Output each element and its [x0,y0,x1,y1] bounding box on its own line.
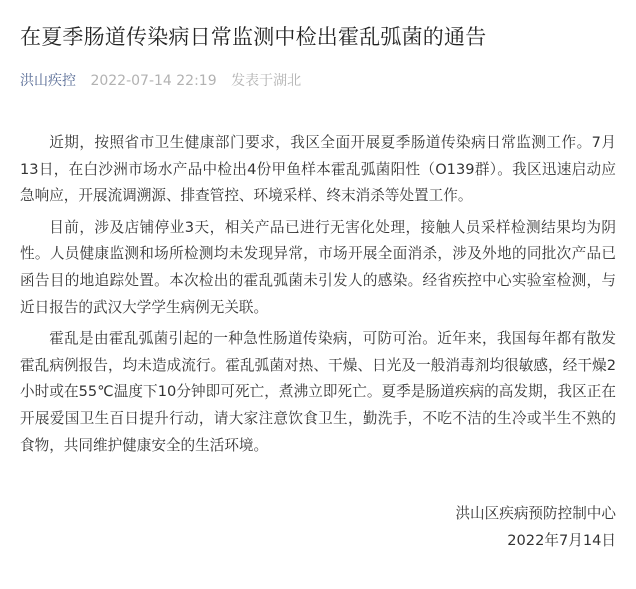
publish-location: 发表于湖北 [231,73,302,89]
article [20,0,616,554]
signature-organization: 洪山区疾病预防控制中心 [455,505,616,523]
body-paragraph-2: 目前，涉及店铺停业3天，相关产品已进行无害化处理，接触人员采样检测结果均为阴性。人员健康监测和场所检测均未发现异常，市场开展全面消杀，涉及外地的同批次产品已函告目的地追踪处置。本次检出的霍乱弧菌未引发人的感染。经省疾控中心实验室检测，与近日报告的武汉大学学生病例无关联。 [20,218,616,316]
account-name-link[interactable]: 洪山疾控 [20,73,76,89]
article-title: 在夏季肠道传染病日常监测中检出霍乱弧菌的通告 [20,25,487,49]
signature-block [20,501,616,554]
signature-date: 2022年7月14日 [507,531,616,549]
article-body [20,130,616,459]
article-meta [20,71,616,91]
body-paragraph-1: 近期，按照省市卫生健康部门要求，我区全面开展夏季肠道传染病日常监测工作。7月13日，在白沙洲市场水产品中检出4份甲鱼样本霍乱弧菌阳性（O139群）。我区迅速启动应急响应，开展流调溯源、排查管控、环境采样、终末消杀等处置工作。 [20,134,616,205]
body-paragraph-3: 霍乱是由霍乱弧菌引起的一种急性肠道传染病，可防可治。近年来，我国每年都有散发霍乱病例报告，均未造成流行。霍乱弧菌对热、干燥、日光及一般消毒剂均很敏感，经干燥2小时或在55℃温度下10分钟即可死亡，煮沸立即死亡。夏季是肠道疾病的高发期，我区正在开展爱国卫生百日提升行动，请大家注意饮食卫生，勤洗手，不吃不洁的生冷或半生不熟的食物，共同维护健康安全的生活环境。 [20,330,616,454]
publish-datetime: 2022-07-14 22:19 [90,73,217,89]
